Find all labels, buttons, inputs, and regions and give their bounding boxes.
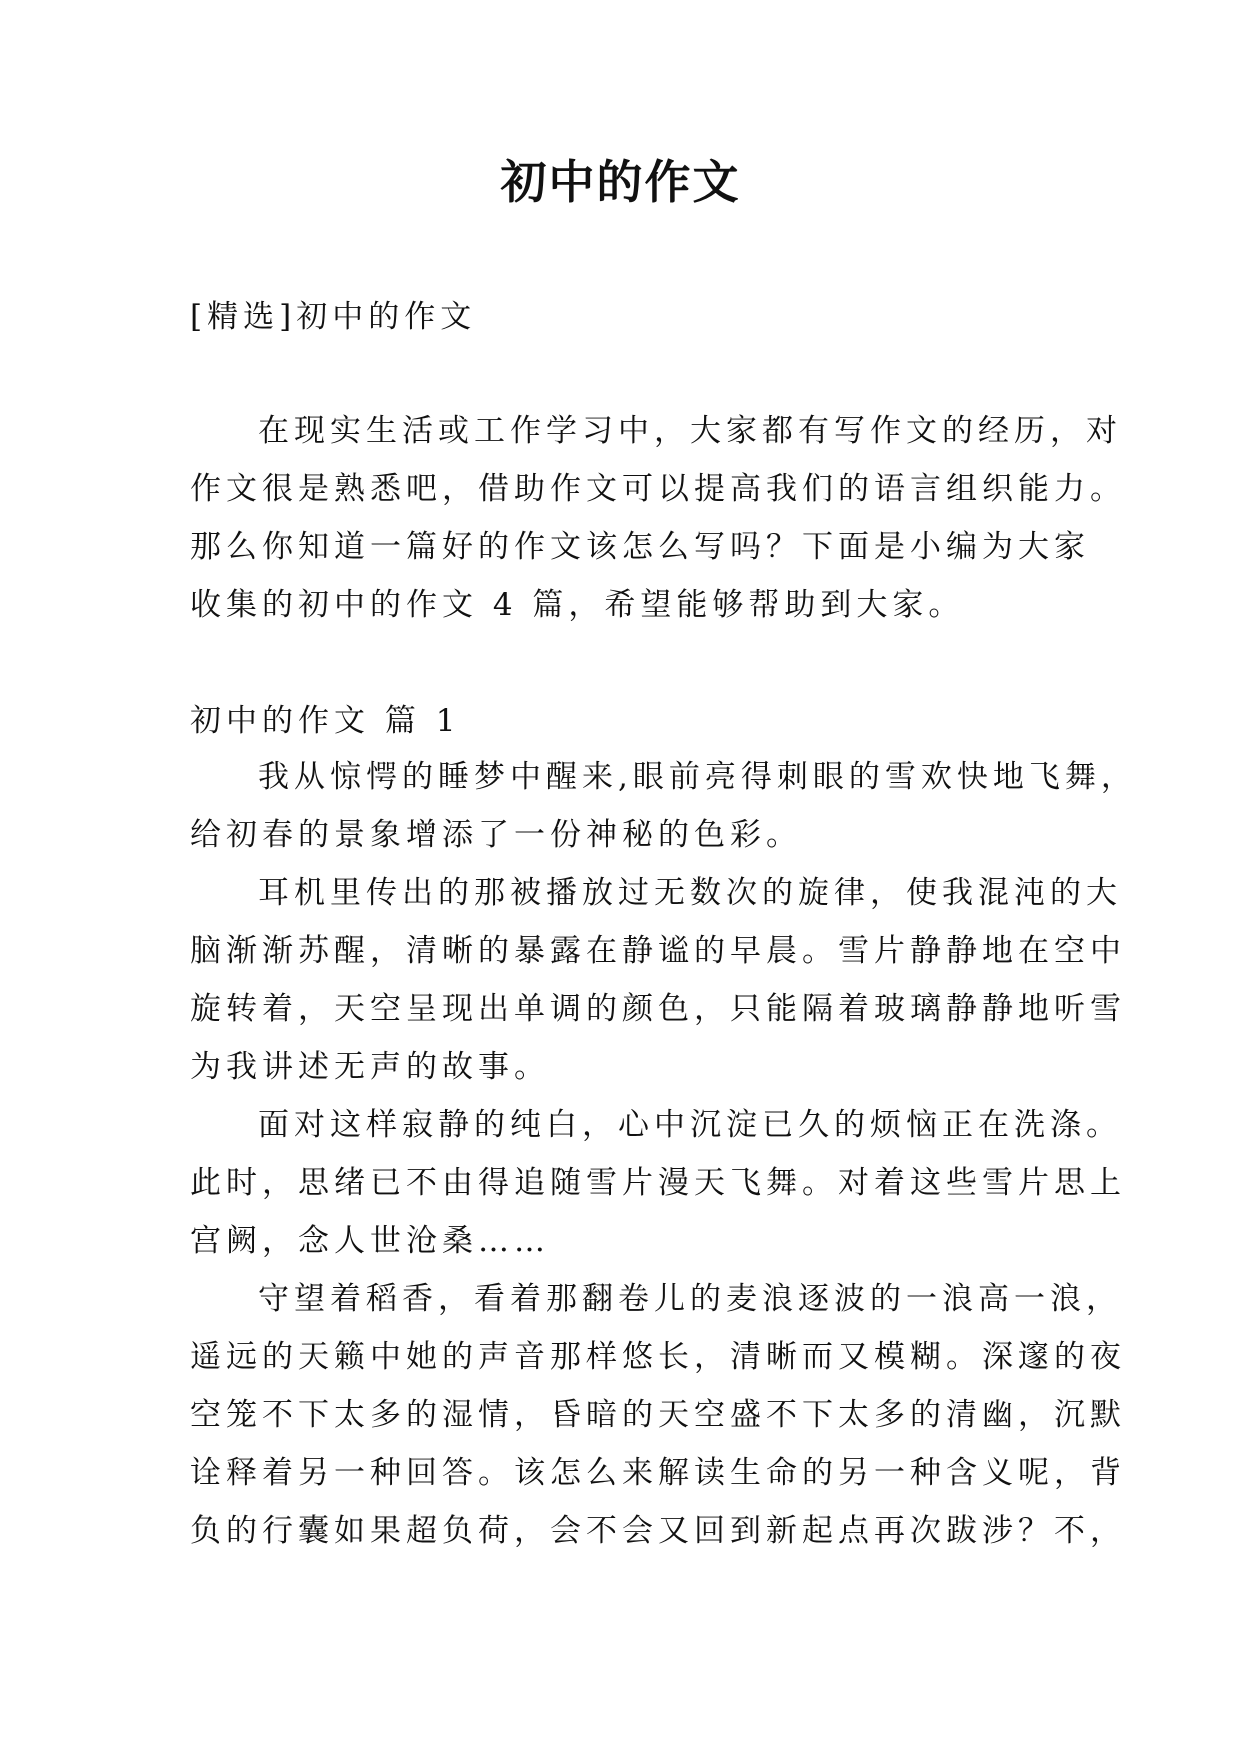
essay-body — [190, 748, 1137, 1560]
page-title: 初中的作文 — [500, 155, 741, 209]
intro-line: 作文很是熟悉吧，借助作文可以提高我们的语言组织能力。 — [190, 471, 1126, 507]
essay-line: 脑渐渐苏醒，清晰的暴露在静谧的早晨。雪片静静地在空中 — [190, 933, 1126, 969]
essay-line: 负的行囊如果超负荷，会不会又回到新起点再次跋涉？不， — [190, 1513, 1126, 1549]
essay-line: 旋转着，天空呈现出单调的颜色，只能隔着玻璃静静地听雪 — [190, 991, 1126, 1027]
essay-line: 此时，思绪已不由得追随雪片漫天飞舞。对着这些雪片思上 — [190, 1165, 1126, 1201]
essay-line: 面对这样寂静的纯白，心中沉淀已久的烦恼正在洗涤。 — [258, 1107, 1122, 1143]
section-heading: 初中的作文 篇 1 — [190, 703, 461, 739]
essay-line: 给初春的景象增添了一份神秘的色彩。 — [190, 817, 802, 853]
intro-paragraph — [190, 402, 1126, 634]
essay-line: 诠释着另一种回答。该怎么来解读生命的另一种含义呢，背 — [190, 1455, 1126, 1491]
intro-line: 那么你知道一篇好的作文该怎么写吗？下面是小编为大家 — [190, 529, 1090, 565]
essay-line: 为我讲述无声的故事。 — [190, 1049, 550, 1085]
essay-line: 我从惊愕的睡梦中醒来,眼前亮得刺眼的雪欢快地飞舞， — [258, 759, 1137, 795]
intro-line: 收集的初中的作文 4 篇，希望能够帮助到大家。 — [190, 587, 965, 623]
essay-line: 耳机里传出的那被播放过无数次的旋律，使我混沌的大 — [258, 875, 1122, 911]
essay-line: 守望着稻香，看着那翻卷儿的麦浪逐波的一浪高一浪， — [258, 1281, 1122, 1317]
essay-line: 空笼不下太多的湿情，昏暗的天空盛不下太多的清幽，沉默 — [190, 1397, 1126, 1433]
essay-line: 遥远的天籁中她的声音那样悠长，清晰而又模糊。深邃的夜 — [190, 1339, 1126, 1375]
document-subtitle: [精选]初中的作文 — [190, 299, 477, 335]
intro-line: 在现实生活或工作学习中，大家都有写作文的经历，对 — [258, 413, 1122, 449]
essay-line: 宫阙，念人世沧桑…… — [190, 1223, 550, 1259]
